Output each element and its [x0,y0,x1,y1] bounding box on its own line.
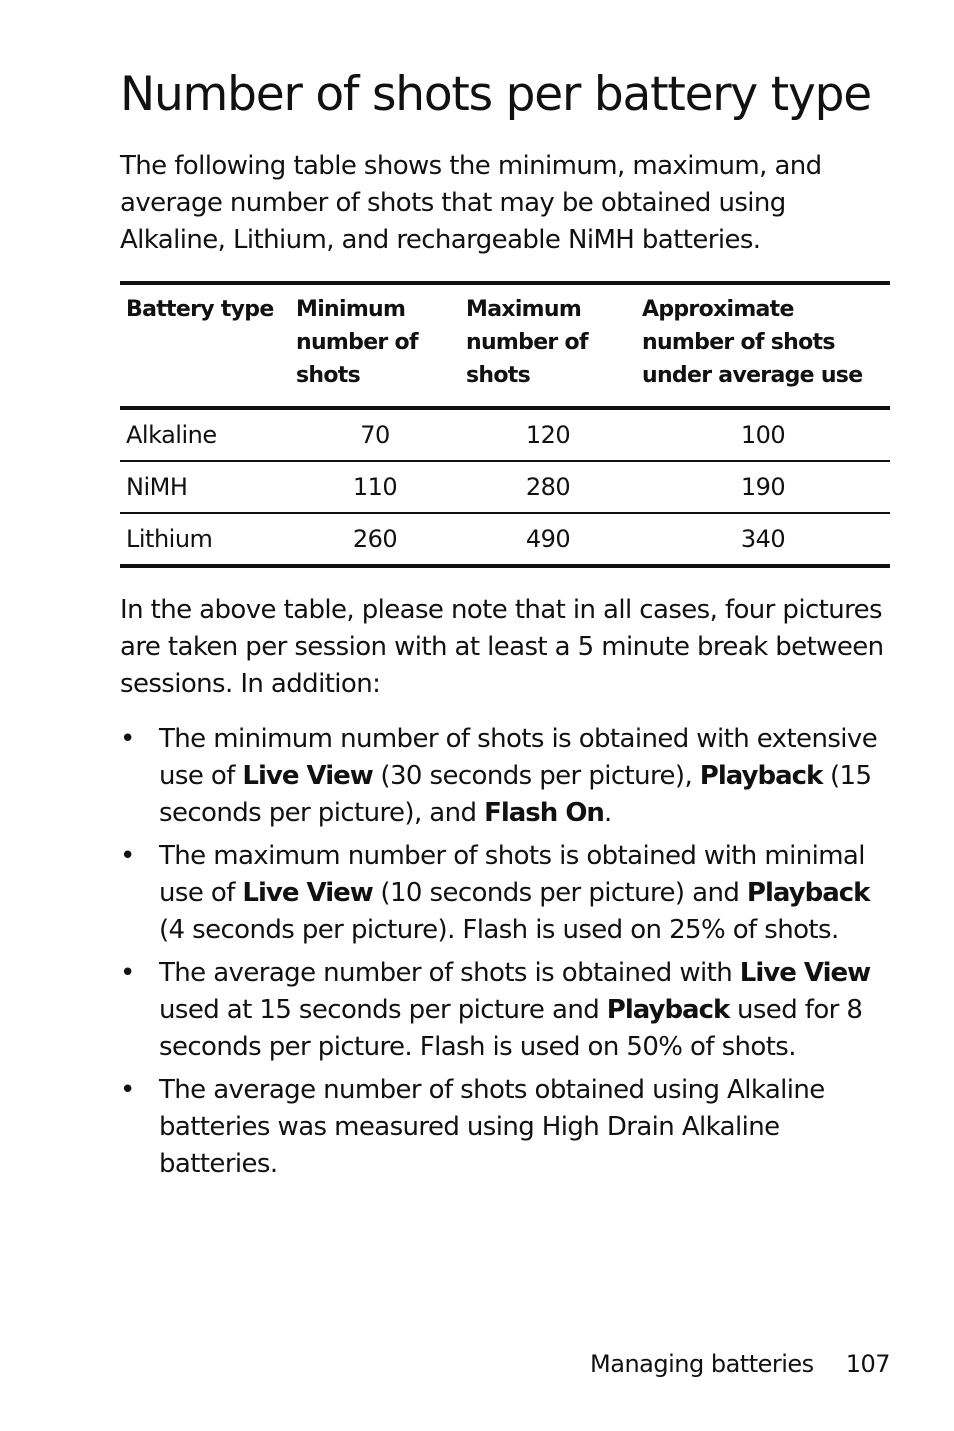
table-header-row [120,283,890,408]
cell-minimum: 110 [290,461,460,513]
intro-paragraph: The following table shows the minimum, maximum, and average number of shots that may be obtained using Alkaline, Lithium, and rechargeable NiMH batteries. [120,151,822,255]
bullet-bold-term: Playback [699,761,823,791]
list-item [120,1072,890,1183]
bullet-text: The maximum number of shots is obtained with minimal use of [159,841,865,908]
cell-average: 100 [636,408,890,461]
header-battery-type: Battery type [120,283,290,408]
cell-maximum: 280 [460,461,636,513]
cell-battery-type: NiMH [120,461,290,513]
table-row [120,461,890,513]
cell-battery-type: Alkaline [120,408,290,461]
bullet-icon: • [120,958,135,988]
bullet-bold-term: Playback [606,995,730,1025]
bullet-text: used at 15 seconds per picture and [159,995,607,1025]
bullet-bold-term: Live View [242,761,373,791]
cell-minimum: 260 [352,525,398,553]
header-minimum-shots: Minimum number of shots [290,283,460,408]
list-item [120,955,890,1066]
bullet-bold-term: Flash On [484,798,604,828]
bullet-text: used for 8 seconds per picture. Flash is used on 50% of shots. [159,995,863,1062]
bullet-text: (10 seconds per picture) and [372,878,747,908]
bullet-icon: • [120,724,135,754]
page-number: 107 [845,1350,890,1378]
bullet-text: The average number of shots is obtained with [159,958,740,988]
list-item [120,838,890,949]
bullet-bold-term: Playback [746,878,870,908]
bullet-text: The average number of shots obtained using Alkaline batteries was measured using High Drain Alkaline batteries. [159,1075,825,1179]
page-footer [590,1346,890,1382]
header-maximum-shots: Maximum number of shots [460,283,636,408]
bullet-text: (15 seconds per picture), and [159,761,872,828]
cell-battery-type: Lithium [126,525,213,553]
conditions-list [120,721,890,1183]
list-item [120,721,890,832]
bullet-bold-term: Live View [242,878,373,908]
table-row [120,408,890,461]
bullet-text: The minimum number of shots is obtained with extensive use of [159,724,878,791]
bullet-icon: • [120,1075,135,1105]
page-content [120,62,890,1189]
table-row [120,513,890,566]
cell-maximum: 120 [460,408,636,461]
cell-average: 190 [636,461,890,513]
note-paragraph: In the above table, please note that in all cases, four pictures are taken per session with at least a 5 minute break between sessions. In addition: [120,595,884,699]
bullet-bold-term: Live View [739,958,871,988]
header-average-shots: Approximate number of shots under average use [636,283,890,408]
cell-maximum: 490 [525,525,571,553]
cell-minimum: 70 [290,408,460,461]
battery-shots-table [120,281,890,568]
bullet-icon: • [120,841,135,871]
cell-average: 340 [740,525,786,553]
bullet-text: . [603,798,612,828]
footer-section-title: Managing batteries [590,1350,814,1378]
bullet-text: (4 seconds per picture). Flash is used on 25% of shots. [159,915,839,945]
bullet-text: (30 seconds per picture), [372,761,700,791]
page-title: Number of shots per battery type [120,67,871,122]
